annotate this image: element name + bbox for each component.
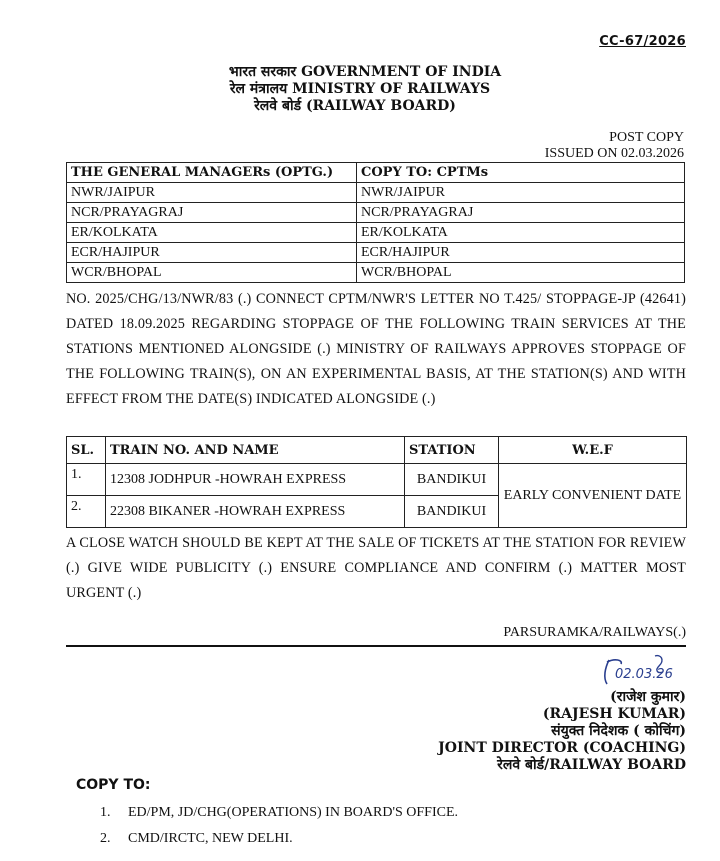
table-row [67, 464, 687, 496]
station-name: BANDIKUI [405, 464, 499, 496]
train-name: 22308 BIKANER -HOWRAH EXPRESS [106, 496, 405, 528]
serial-number: 1. [67, 464, 106, 496]
designation: JOINT DIRECTOR (COACHING) [438, 740, 686, 756]
body-paragraph-approval: NO. 2025/CHG/13/NWR/83 (.) CONNECT CPTM/NWR'S LETTER NO T.425/ STOPPAGE-JP (42641) DATED 18.09.2025 REGARDING STOPPAGE OF THE FOLLOWING TRAIN SERVICES AT THE STATIONS MENTIONED ALONGSIDE (.) MINISTRY OF RAILWAYS APPROVES STOPPAGE OF THE FOLLOWING TRAIN(S), ON AN EXPERIMENTAL BASIS, AT THE STATION(S) AND WITH EFFECT FROM THE DATE(S) INDICATED ALONGSIDE (.) [66, 291, 686, 407]
cptm-cell: NCR/PRAYAGRAJ [357, 203, 685, 223]
letterhead [0, 64, 720, 115]
post-copy-block [545, 130, 684, 162]
list-text: CMD/IRCTC, NEW DELHI. [128, 831, 293, 846]
station-name: BANDIKUI [405, 496, 499, 528]
train-table-header [67, 437, 687, 464]
table-row [67, 263, 685, 283]
table-row [67, 183, 685, 203]
gm-cell: ER/KOLKATA [67, 223, 357, 243]
signature-date: 02.03.26 [615, 667, 673, 682]
cptm-cell: ECR/HAJIPUR [357, 243, 685, 263]
copy-to-list [100, 800, 458, 852]
address-table [66, 162, 685, 283]
signatory-name-hindi: (राजेश कुमार) [610, 689, 686, 705]
address-table-header [67, 163, 685, 183]
general-managers-header: THE GENERAL MANAGERs (OPTG.) [67, 163, 357, 183]
body-paragraph-instructions: A CLOSE WATCH SHOULD BE KEPT AT THE SALE OF TICKETS AT THE STATION FOR REVIEW (.) GIVE WIDE PUBLICITY (.) ENSURE COMPLIANCE AND CONFIRM (.) MATTER MOST URGENT (.) [66, 535, 686, 601]
list-text: ED/PM, JD/CHG(OPERATIONS) IN BOARD'S OFFICE. [128, 805, 459, 820]
designation-hindi: संयुक्त निदेशक ( कोचिंग) [551, 723, 686, 739]
cptm-cell: ER/KOLKATA [357, 223, 685, 243]
table-row [67, 203, 685, 223]
signature-block [438, 689, 686, 774]
gm-cell: NCR/PRAYAGRAJ [67, 203, 357, 223]
table-row [67, 243, 685, 263]
sl-header: SL. [67, 437, 106, 464]
copy-to-label: COPY TO: [76, 777, 151, 793]
office: रेलवे बोर्ड/RAILWAY BOARD [497, 757, 686, 773]
copy-to-cptms-header: COPY TO: CPTMs [357, 163, 685, 183]
list-item [100, 800, 458, 826]
header-board: रेलवे बोर्ड (RAILWAY BOARD) [254, 98, 456, 114]
header-government: भारत सरकार GOVERNMENT OF INDIA [228, 64, 502, 80]
gm-cell: ECR/HAJIPUR [67, 243, 357, 263]
serial-number: 2. [67, 496, 106, 528]
cptm-cell: WCR/BHOPAL [357, 263, 685, 283]
post-copy-label: POST COPY [609, 130, 684, 145]
table-row [67, 223, 685, 243]
issued-date: ISSUED ON 02.03.2026 [544, 146, 684, 161]
list-number: 1. [100, 805, 111, 820]
sender-line: PARSURAMKA/RAILWAYS(.) [503, 625, 686, 640]
divider [66, 645, 686, 647]
cptm-cell: NWR/JAIPUR [357, 183, 685, 203]
train-name: 12308 JODHPUR -HOWRAH EXPRESS [106, 464, 405, 496]
signatory-name: (RAJESH KUMAR) [542, 706, 686, 722]
gm-cell: WCR/BHOPAL [67, 263, 357, 283]
wef-date: EARLY CONVENIENT DATE [499, 464, 687, 528]
list-number: 2. [100, 831, 111, 846]
handwritten-signature [585, 652, 705, 692]
list-item [100, 826, 458, 852]
wef-header: W.E.F [499, 437, 687, 464]
train-stoppage-table [66, 436, 687, 528]
train-name-header: TRAIN NO. AND NAME [106, 437, 405, 464]
reference-number: CC-67/2026 [599, 34, 686, 49]
station-header: STATION [405, 437, 499, 464]
gm-cell: NWR/JAIPUR [67, 183, 357, 203]
header-ministry: रेल मंत्रालय MINISTRY OF RAILWAYS [229, 81, 491, 97]
